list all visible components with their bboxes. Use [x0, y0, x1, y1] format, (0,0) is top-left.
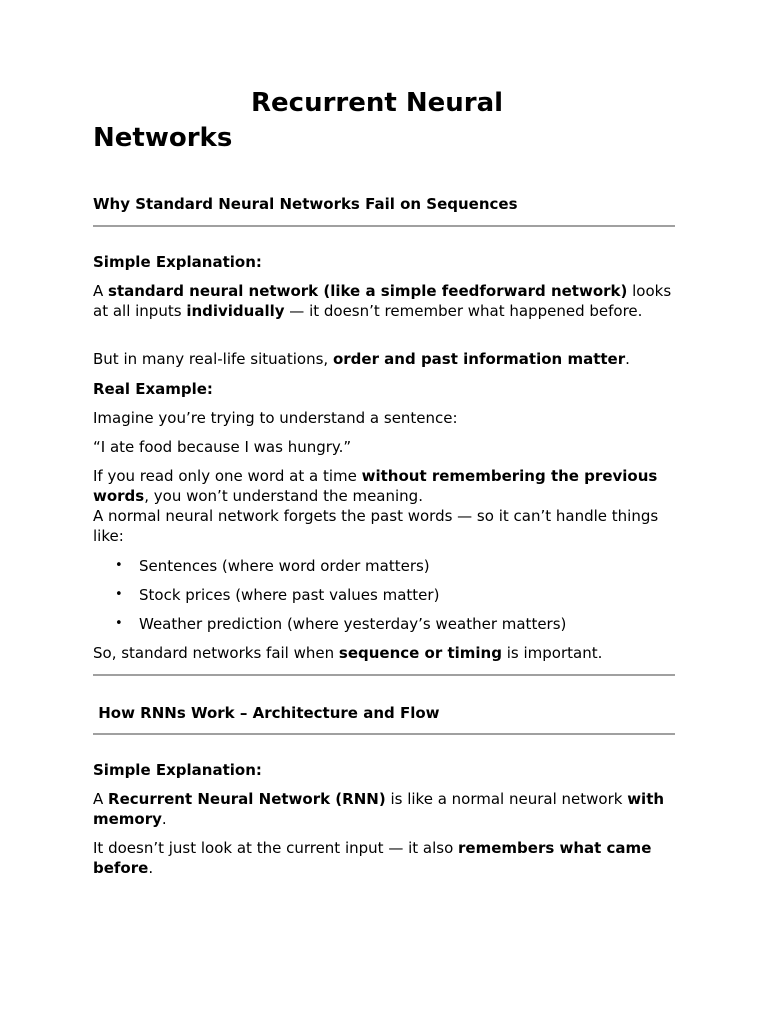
simple-explanation-label: Simple Explanation:: [93, 253, 262, 271]
paragraph-rnn-definition: A Recurrent Neural Network (RNN) is like a normal neural network with memory.: [93, 790, 665, 828]
paragraph-conclusion: So, standard networks fail when sequence or timing is important.: [93, 644, 603, 662]
example-quote: “I ate food because I was hungry.”: [93, 438, 352, 456]
document-title: [93, 86, 675, 156]
document-title-line-2: Networks: [93, 123, 233, 153]
document-title-line-1: Recurrent Neural: [251, 88, 504, 118]
list-item-text: Sentences (where word order matters): [139, 557, 430, 575]
section-divider: [93, 733, 675, 735]
simple-explanation-label: Simple Explanation:: [93, 761, 262, 779]
paragraph-imagine: Imagine you’re trying to understand a sentence:: [93, 409, 458, 427]
real-example-label: Real Example:: [93, 380, 213, 398]
section-heading-how-rnns-work: How RNNs Work – Architecture and Flow: [93, 704, 440, 722]
paragraph-forgets-past: A normal neural network forgets the past words — so it can’t handle things like:: [93, 507, 659, 545]
bullet-glyph: •: [115, 587, 123, 602]
bullet-glyph: •: [115, 616, 123, 631]
paragraph-standard-network: A standard neural network (like a simple feedforward network) looks at all inputs individually — it doesn’t remember what happened before.: [93, 282, 672, 320]
list-item-text: Weather prediction (where yesterday’s weather matters): [139, 615, 567, 633]
section-heading-why-standard-fail: Why Standard Neural Networks Fail on Sequences: [93, 195, 518, 213]
section-divider: [93, 674, 675, 676]
list-item-text: Stock prices (where past values matter): [139, 586, 440, 604]
bullet-glyph: •: [115, 558, 123, 573]
paragraph-one-word: If you read only one word at a time without remembering the previous words, you won’t understand the meaning.: [93, 467, 658, 505]
paragraph-order-matters: But in many real-life situations, order and past information matter.: [93, 350, 630, 368]
section-divider: [93, 225, 675, 227]
paragraph-rnn-memory: It doesn’t just look at the current input — it also remembers what came before.: [93, 839, 652, 877]
